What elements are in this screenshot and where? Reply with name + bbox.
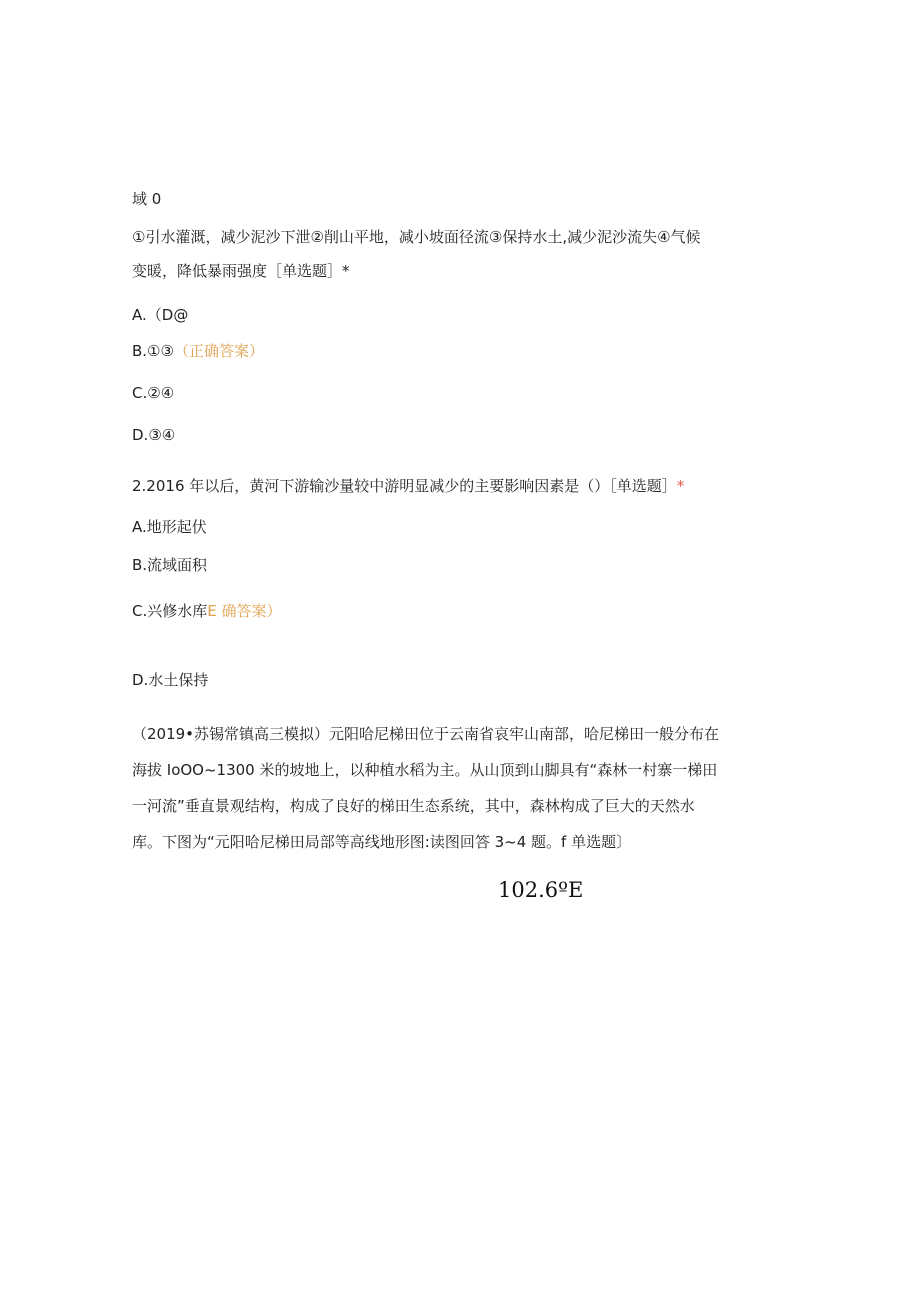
passage-line: 库。下图为“元阳哈尼梯田局部等高线地形图:读图回答 3~4 题。f 单选题〕 (132, 833, 632, 851)
q1-option-a[interactable] (132, 304, 188, 326)
q2-stem (132, 475, 684, 497)
option-label: B.流域面积 (132, 556, 208, 574)
q1-prefix: 域 0 (132, 190, 162, 208)
q2-option-c[interactable] (132, 600, 282, 622)
option-label: D.③④ (132, 426, 176, 444)
q2-option-d[interactable] (132, 669, 208, 691)
q2-stem-text: 2.2016 年以后，黄河下游输沙量较中游明显减少的主要影响因素是（）［单选题］ (132, 477, 677, 495)
correct-answer-mark: （正确答案） (173, 342, 264, 360)
required-mark: * (676, 477, 685, 495)
passage-line: 一河流”垂直景观结构，构成了良好的梯田生态系统，其中，森林构成了巨大的天然水 (132, 797, 695, 815)
q1-stem-line-1: ①引水灌溉，减少泥沙下泄②削山平地，减小坡面径流③保持水土,减少泥沙流失④气候 (132, 228, 701, 246)
q2-option-a[interactable] (132, 516, 207, 538)
reading-passage (132, 716, 792, 860)
option-label: A.（D@ (132, 306, 189, 324)
figure-longitude-label: 102.6ºE (498, 878, 584, 902)
q1-option-d[interactable] (132, 424, 175, 446)
option-label: D.水土保持 (132, 671, 209, 689)
q1-stem-line-2: 变暖，降低暴雨强度［单选题］* (132, 262, 350, 280)
correct-answer-mark: E 确答案） (207, 602, 282, 620)
passage-line: （2019•苏锡常镇高三模拟）元阳哈尼梯田位于云南省哀牢山南部，哈尼梯田一般分布在 (132, 725, 720, 743)
passage-line: 海拔 IoOO~1300 米的坡地上，以种植水稻为主。从山顶到山脚具有“森林一村寨一梯田 (132, 761, 718, 779)
option-label: B.①③ (132, 342, 174, 360)
option-label: C.兴修水库 (132, 602, 208, 620)
q1-option-b[interactable] (132, 340, 264, 362)
option-label: A.地形起伏 (132, 518, 207, 536)
q2-option-b[interactable] (132, 554, 207, 576)
option-label: C.②④ (132, 384, 175, 402)
q1-option-c[interactable] (132, 382, 174, 404)
